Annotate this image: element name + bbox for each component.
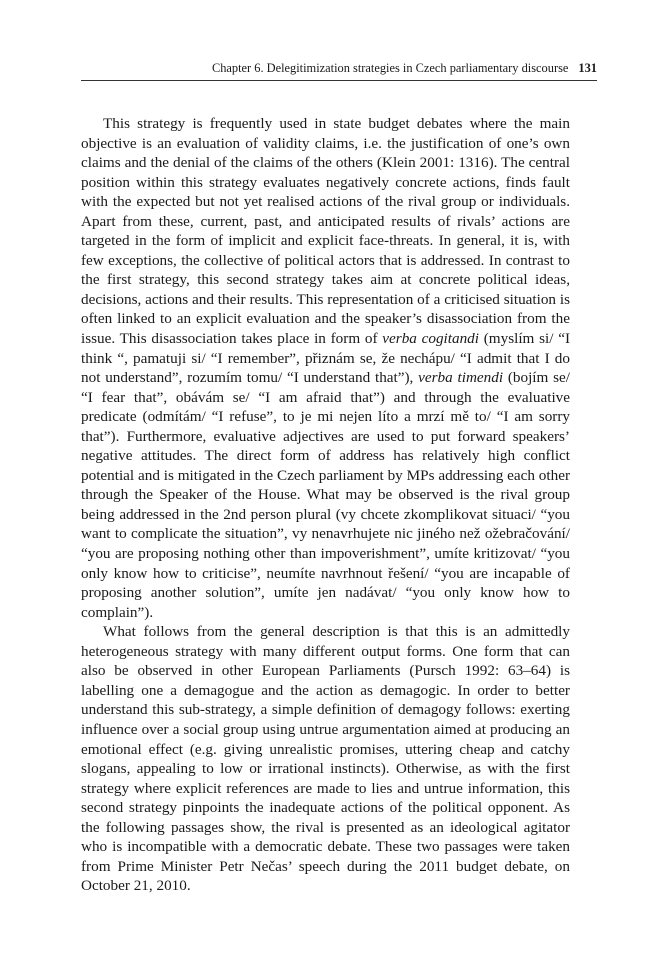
chapter-title: Chapter 6. Delegitimization strategies in Czech parliamentary discourse (211, 61, 569, 75)
text-segment: What follows from the general description is that this is an admittedly heterogeneous strategy with many different output forms. One form that can also be observed in other European Parliaments (Pursch 1992: 63–64) is labelling one a demagogue and the action as demagogic. In order to better understand this sub-strategy, a simple definition of demagogy follows: exerting influence over a social group using untrue argumentation aimed at producing an emotional effect (e.g. giving unrealistic promises, uttering cheap and catchy slogans, appealing to low or irrational instincts). Otherwise, as with the first strategy where explicit references are made to lies and untrue information, this second strategy pinpoints the inadequate actions of the political opponent. As the following passages show, the rival is presented as an ideological agitator who is incompatible with a democratic debate. These two passages were taken from Prime Minister Petr Nečas’ speech during the 2011 budget debate, on October 21, 2010. (81, 623, 570, 895)
paragraph-1 (81, 114, 570, 622)
text-segment: This strategy is frequently used in state budget debates where the main objective is an evaluation of validity claims, i.e. the justification of one’s own claims and the denial of the claims of the others (Klein 2001: 1316). The central position within this strategy evaluates negatively concrete actions, finds fault with the expected but not yet realised actions of the rival group or individuals. Apart from these, current, past, and anticipated results of rivals’ actions are targeted in the form of implicit and explicit face-threats. In general, it is, with few exceptions, the collective of political actors that is addressed. In contrast to the first strategy, this second strategy takes aim at concrete political ideas, decisions, actions and their results. This representation of a criticised situation is often linked to an explicit evaluation and the speaker’s disassociation from the issue. This disassociation takes place in form of (81, 115, 570, 348)
italic-term-verba-timendi: verba timendi (418, 369, 504, 387)
running-header (81, 58, 597, 81)
text-segment: (myslím si/ “I think “, pamatuji si/ “I remember”, přiznám se, že nechápu/ “I admit that I do not understand”, rozumím tomu/ “I understand that”), (81, 330, 571, 387)
body-text (81, 114, 570, 896)
italic-term-verba-cogitandi: verba cogitandi (382, 330, 479, 348)
page-number: 131 (578, 61, 597, 75)
paragraph-2 (81, 622, 570, 896)
text-segment: (bojím se/ “I fear that”, obávám se/ “I am afraid that”) and through the evaluative predicate (odmítám/ “I refuse”, to je mi nejen líto a mrzí mě to/ “I am sorry that”). Furthermore, evaluative adjectives are used to put forward speakers’ negative attitudes. The direct form of address has relatively high conflict potential and is mitigated in the Czech parliament by MPs addressing each other through the Speaker of the House. What may be observed is the rival group being addressed in the 2nd person plural (vy chcete zkomplikovat situaci/ “you want to complicate the situation”, vy nenavrhujete nic jiného než ožebračování/ “you are proposing nothing other than impoverishment”, umíte kritizovat/ “you only know how to criticise”, neumíte navrhnout řešení/ “you are incapable of proposing another solution”, umíte jen nadávat/ “you only know how to complain”). (81, 369, 570, 621)
